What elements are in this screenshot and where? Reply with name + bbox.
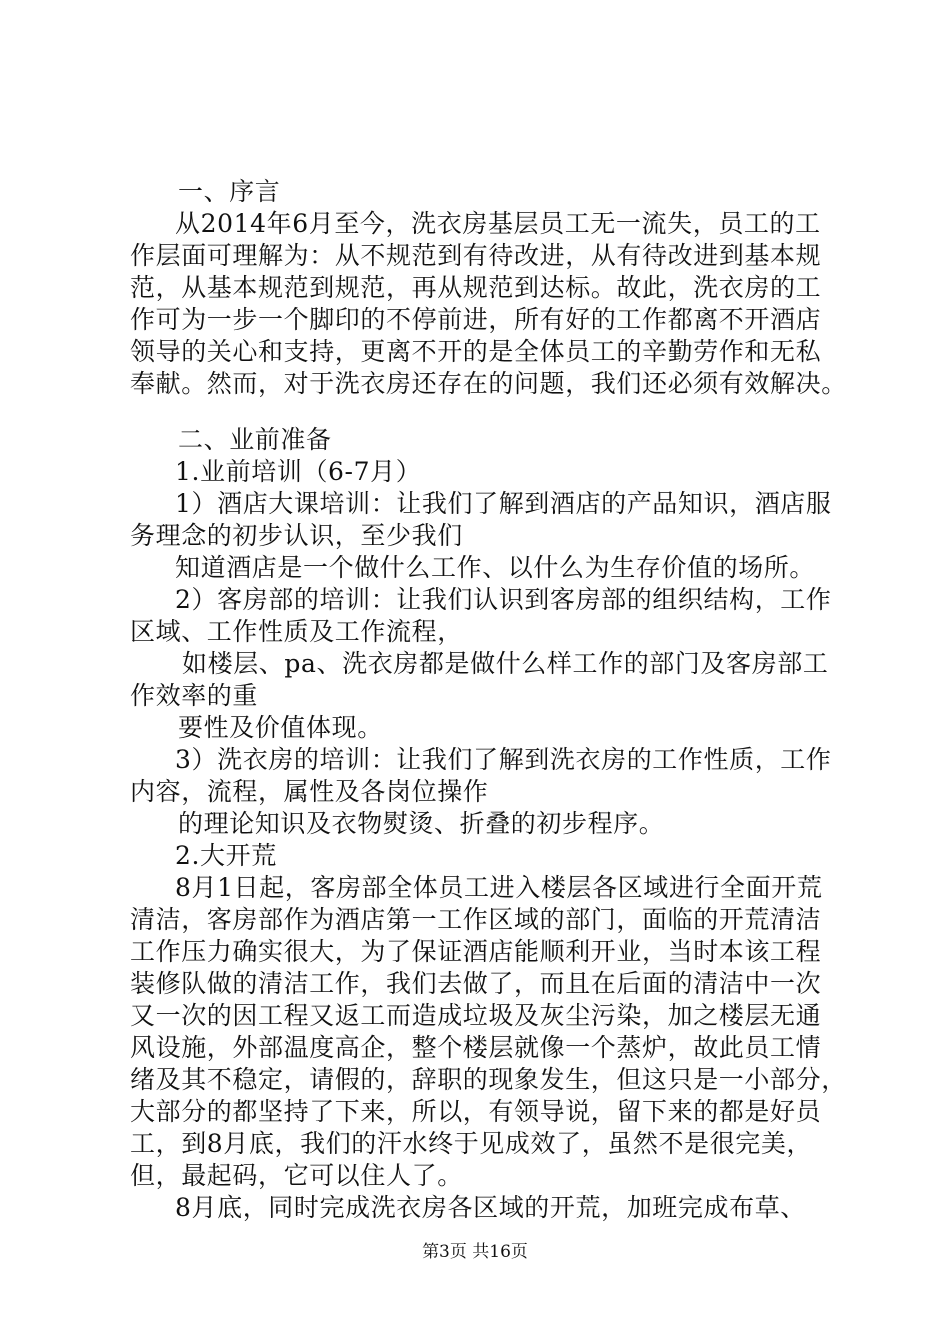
text-line: 务理念的初步认识，至少我们 [130, 521, 463, 550]
text-line: 领导的关心和支持，更离不开的是全体员工的辛勤劳作和无私 [130, 337, 822, 366]
text-line: 的理论知识及衣物熨烫、折叠的初步程序。 [178, 809, 665, 838]
text-line: 作效率的重 [130, 681, 259, 710]
text-line: 工作压力确实很大，为了保证酒店能顺利开业，当时本该工程 [130, 937, 822, 966]
text-line: 知道酒店是一个做什么工作、以什么为生存价值的场所。 [175, 553, 816, 582]
text-line: 范，从基本规范到规范，再从规范到达标。故此，洗衣房的工 [130, 273, 822, 302]
text-line: 大部分的都坚持了下来，所以，有领导说，留下来的都是好员 [130, 1097, 822, 1126]
text-line: 作层面可理解为：从不规范到有待改进，从有待改进到基本规 [130, 241, 822, 270]
text-line: 装修队做的清洁工作，我们去做了，而且在后面的清洁中一次 [130, 969, 822, 998]
text-line: 但，最起码，它可以住人了。 [130, 1161, 463, 1190]
text-line: 从2014年6月至今，洗衣房基层员工无一流失，员工的工 [175, 209, 821, 238]
text-line: 区域、工作性质及工作流程， [130, 617, 463, 646]
text-line: 1）酒店大课培训：让我们了解到酒店的产品知识，酒店服 [175, 489, 832, 518]
subheading-opening-cleaning: 2.大开荒 [175, 841, 277, 870]
text-line: 工，到8月底，我们的汗水终于见成效了，虽然不是很完美， [130, 1129, 813, 1158]
text-line: 又一次的因工程又返工而造成垃圾及灰尘污染，加之楼层无通 [130, 1001, 822, 1030]
heading-preparation: 二、业前准备 [178, 425, 332, 454]
subheading-training: 1.业前培训（6-7月） [175, 457, 422, 486]
text-line: 如楼层、pa、洗衣房都是做什么样工作的部门及客房部工 [182, 649, 829, 678]
text-line: 要性及价值体现。 [178, 713, 383, 742]
page-number-footer: 第3页 共16页 [422, 1242, 528, 1262]
text-line: 风设施，外部温度高企，整个楼层就像一个蒸炉，故此员工情 [130, 1033, 822, 1062]
text-line: 内容，流程，属性及各岗位操作 [130, 777, 489, 806]
text-line: 奉献。然而，对于洗衣房还存在的问题，我们还必须有效解决。 [130, 369, 847, 398]
text-line: 8月1日起，客房部全体员工进入楼层各区域进行全面开荒 [175, 873, 823, 902]
text-line: 3）洗衣房的培训：让我们了解到洗衣房的工作性质，工作 [175, 745, 832, 774]
text-line: 2）客房部的培训：让我们认识到客房部的组织结构，工作 [175, 585, 832, 614]
text-line: 8月底，同时完成洗衣房各区域的开荒，加班完成布草、 [175, 1193, 806, 1222]
text-line: 作可为一步一个脚印的不停前进，所有好的工作都离不开酒店 [130, 305, 822, 334]
text-line: 绪及其不稳定，请假的，辞职的现象发生，但这只是一小部分， [130, 1065, 847, 1094]
heading-preface: 一、序言 [178, 177, 281, 206]
text-line: 清洁，客房部作为酒店第一工作区域的部门，面临的开荒清洁 [130, 905, 822, 934]
